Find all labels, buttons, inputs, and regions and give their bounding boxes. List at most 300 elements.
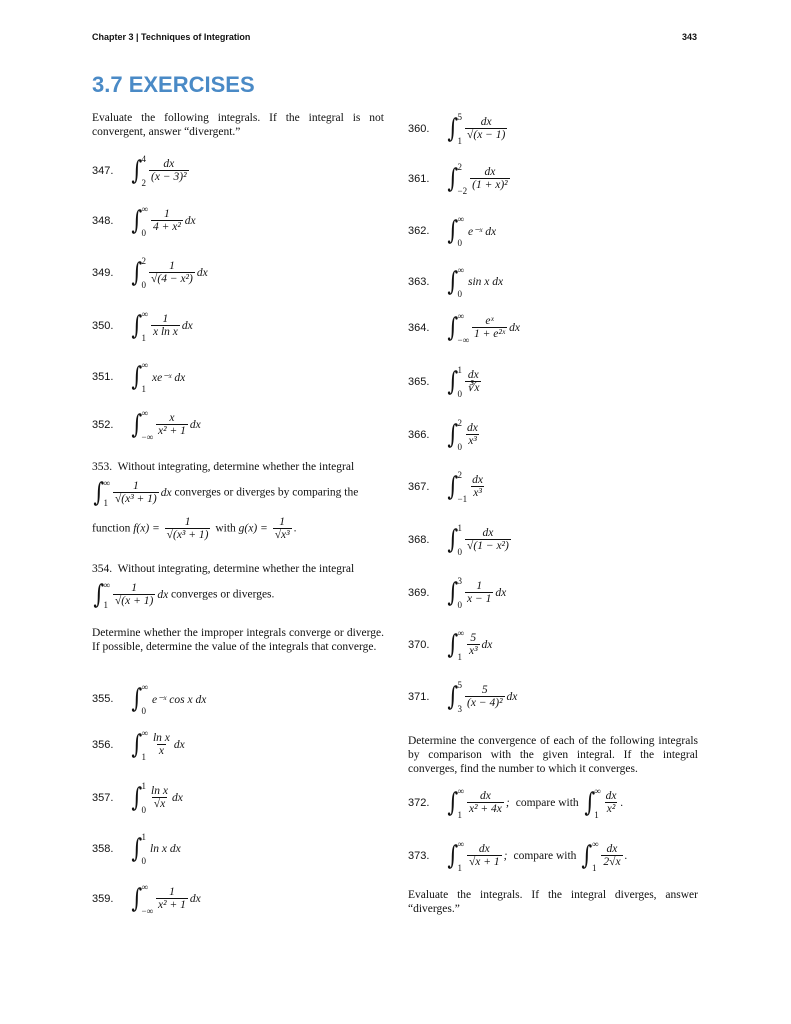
fraction	[465, 116, 507, 142]
instructions-intro: Evaluate the following integrals. If the integral is not convergent, answer “divergent.”	[92, 112, 384, 138]
exercise-357	[92, 781, 183, 815]
denominator: x ln x	[152, 326, 178, 338]
numerator: dx	[484, 166, 496, 178]
denominator: (1 + x)²	[472, 179, 508, 191]
function-g: g(x) =	[238, 522, 268, 535]
numerator: 1	[169, 886, 175, 898]
integrand: e⁻ˣ dx	[467, 226, 497, 238]
denominator: x² + 1	[158, 425, 186, 437]
exercise-text: converges or diverges by comparing the	[174, 486, 359, 499]
exercise-370	[408, 628, 492, 662]
fraction	[467, 843, 502, 869]
lower-limit: 0	[141, 805, 147, 815]
integral	[130, 408, 201, 442]
exercise-number: 359.	[92, 893, 114, 905]
exercise-text: Without integrating, determine whether the integral	[117, 461, 355, 473]
upper-limit: ∞	[457, 786, 464, 796]
numerator: 1	[162, 313, 169, 325]
lower-limit: 0	[457, 289, 463, 299]
numerator: ln x	[152, 732, 170, 744]
integrand-tail: dx	[181, 320, 193, 332]
lower-limit: 1	[103, 498, 109, 508]
integral	[446, 265, 503, 299]
integral	[446, 786, 510, 820]
lower-limit: 1	[457, 863, 463, 873]
upper-limit: 3	[457, 576, 463, 586]
upper-limit: ∞	[141, 360, 148, 370]
integrand-tail: dx	[509, 322, 520, 334]
integral-sign-icon: ∫	[131, 684, 143, 714]
exercise-number: 367.	[408, 481, 430, 493]
integral-sign-icon: ∫	[447, 630, 459, 660]
exercise-364	[408, 311, 520, 345]
exercise-351	[92, 360, 185, 394]
lower-limit: 0	[141, 280, 147, 290]
integral	[92, 578, 168, 612]
upper-limit: 2	[141, 256, 147, 266]
lower-limit: 1	[594, 810, 599, 820]
upper-limit: ∞	[141, 882, 148, 892]
limits	[142, 256, 147, 290]
integrand-tail: .	[624, 850, 628, 862]
upper-limit: ∞	[103, 478, 110, 488]
upper-limit: ∞	[103, 580, 110, 590]
integral	[92, 478, 172, 508]
fraction	[465, 527, 511, 553]
integral-sign-icon: ∫	[447, 788, 459, 818]
exercise-number: 363.	[408, 276, 430, 288]
integral-sign-icon: ∫	[131, 311, 143, 341]
exercise-372	[408, 786, 623, 820]
limits	[458, 311, 470, 345]
integrand-tail: dx	[506, 691, 518, 703]
exercise-354	[92, 562, 384, 612]
upper-limit: ∞	[591, 839, 599, 849]
upper-limit: 2	[457, 162, 463, 172]
upper-limit: 1	[141, 781, 147, 791]
integral-sign-icon: ∫	[131, 206, 143, 236]
integrand-tail: dx	[196, 267, 208, 279]
integral-sign-icon: ∫	[447, 313, 459, 343]
denominator: x − 1	[467, 593, 492, 605]
exercise-363	[408, 265, 503, 299]
limits	[458, 112, 463, 146]
fraction	[151, 313, 180, 339]
integral	[446, 418, 481, 452]
integral-sign-icon: ∫	[447, 472, 459, 502]
upper-limit: 5	[457, 680, 463, 690]
integral	[446, 214, 496, 248]
integral	[130, 309, 193, 343]
fraction	[273, 516, 292, 542]
limits	[142, 154, 147, 188]
denominator: (x − 3)²	[151, 171, 187, 183]
limits	[458, 418, 463, 452]
exercise-number: 348.	[92, 215, 114, 227]
fraction	[465, 422, 480, 448]
lower-limit: 0	[141, 856, 147, 866]
exercise-373	[408, 839, 627, 873]
integral-sign-icon: ∫	[131, 783, 143, 813]
upper-limit: 2	[457, 418, 463, 428]
function-f: f(x) =	[133, 522, 160, 535]
integral	[446, 523, 512, 557]
lower-limit: −∞	[457, 335, 470, 345]
denominator: √(x − 1)	[467, 129, 506, 141]
instructions-converge: Determine whether the improper integrals converge or diverge. If possible, determine the value of the integrals that converge.	[92, 627, 384, 653]
denominator: x² + 1	[158, 899, 186, 911]
numerator: 1	[169, 260, 175, 272]
upper-limit: 1	[141, 832, 147, 842]
exercise-number: 347.	[92, 165, 114, 177]
numerator: 1	[131, 582, 138, 594]
integral-sign-icon: ∫	[131, 258, 143, 288]
exercise-number: 372.	[408, 797, 430, 809]
exercise-number: 364.	[408, 322, 430, 334]
denominator: x	[158, 745, 164, 757]
limits	[458, 680, 463, 714]
exercise-number: 373.	[408, 850, 430, 862]
integral-sign-icon: ∫	[93, 580, 105, 610]
exercise-number: 366.	[408, 429, 430, 441]
integrand-tail: dx	[495, 587, 507, 599]
lower-limit: 1	[141, 384, 147, 394]
limits	[142, 682, 148, 716]
integral	[446, 628, 492, 662]
integral	[446, 576, 506, 610]
integrand-tail: dx	[184, 215, 196, 227]
upper-limit: 5	[457, 112, 463, 122]
numerator: 1	[184, 516, 191, 528]
fraction	[465, 369, 481, 395]
upper-limit: ∞	[141, 682, 148, 692]
exercise-349	[92, 256, 208, 290]
numerator: dx	[480, 790, 491, 802]
integral	[446, 470, 486, 504]
fraction	[465, 580, 493, 606]
denominator: 4 + x²	[152, 221, 181, 233]
fraction	[604, 790, 619, 816]
exercise-number: 358.	[92, 843, 114, 855]
exercise-number: 365.	[408, 376, 430, 388]
fraction	[113, 480, 159, 506]
integral-sign-icon: ∫	[447, 367, 459, 397]
lower-limit: −2	[457, 186, 468, 196]
integrand-tail: dx	[157, 589, 169, 601]
exercise-number: 369.	[408, 587, 430, 599]
limits	[142, 360, 148, 394]
integrand-tail: dx	[189, 419, 201, 431]
integral-sign-icon: ∫	[447, 578, 459, 608]
integral	[446, 839, 508, 873]
integral	[130, 781, 183, 815]
integrand-tail: .	[620, 797, 624, 809]
integrand-tail: dx	[160, 487, 172, 499]
numerator: dx	[478, 843, 490, 855]
exercise-text: Without integrating, determine whether the integral	[117, 563, 355, 575]
fraction	[467, 790, 504, 816]
exercise-number: 357.	[92, 792, 114, 804]
denominator: √x	[153, 798, 166, 810]
integral	[130, 832, 181, 866]
integrand-tail: dx	[171, 792, 183, 804]
limits	[458, 162, 468, 196]
integral-sign-icon: ∫	[447, 164, 459, 194]
integral	[130, 882, 201, 916]
limits	[104, 476, 110, 510]
exercise-358	[92, 832, 181, 866]
integral-sign-icon: ∫	[584, 788, 595, 818]
exercise-350	[92, 309, 193, 343]
upper-limit: ∞	[457, 214, 464, 224]
exercise-number: 350.	[92, 320, 114, 332]
lower-limit: −∞	[141, 906, 154, 916]
period: .	[293, 522, 297, 535]
limits	[104, 578, 110, 612]
lower-limit: 3	[457, 704, 463, 714]
exercise-number: 349.	[92, 267, 114, 279]
integrand: sin x dx	[467, 276, 504, 288]
integral-sign-icon: ∫	[131, 156, 143, 186]
lower-limit: −∞	[141, 432, 154, 442]
exercise-359	[92, 882, 201, 916]
denominator: x³	[468, 645, 478, 657]
compare-text: compare with	[513, 850, 577, 862]
upper-limit: ∞	[141, 309, 148, 319]
integral	[130, 204, 196, 238]
integral-sign-icon: ∫	[131, 834, 143, 864]
denominator: √(x³ + 1)	[114, 493, 157, 505]
integral-sign-icon: ∫	[131, 884, 143, 914]
upper-limit: 4	[141, 154, 147, 164]
exercise-355	[92, 682, 206, 716]
limits	[458, 628, 464, 662]
upper-limit: ∞	[141, 408, 148, 418]
page-number: 343	[681, 32, 697, 42]
denominator: 2√x	[603, 856, 621, 868]
upper-limit: ∞	[141, 728, 148, 738]
integrand-tail: dx	[189, 893, 201, 905]
denominator: √(1 − x²)	[467, 540, 509, 552]
lower-limit: 0	[457, 442, 463, 452]
fraction	[151, 732, 172, 758]
exercise-367	[408, 470, 486, 504]
lower-limit: 0	[457, 389, 463, 399]
integral	[130, 728, 185, 762]
exercise-number: 360.	[408, 123, 430, 135]
exercise-number: 362.	[408, 225, 430, 237]
lower-limit: 1	[591, 863, 597, 873]
exercise-number: 356.	[92, 739, 114, 751]
integral-sign-icon: ∫	[131, 362, 143, 392]
exercise-368	[408, 523, 512, 557]
integrand: ln x dx	[150, 843, 181, 855]
exercise-366	[408, 418, 481, 452]
lower-limit: −1	[457, 494, 468, 504]
denominator: x³	[468, 435, 477, 447]
numerator: 1	[476, 580, 483, 592]
limits	[458, 786, 464, 820]
instructions-evaluate: Evaluate the integrals. If the integral diverges, answer “diverges.”	[408, 889, 698, 915]
limits	[142, 781, 147, 815]
lower-limit: 0	[141, 706, 147, 716]
instructions-comparison: Determine the convergence of each of the following integrals by comparison with the given integral. If the integral converges, find the number to which it converges.	[408, 735, 698, 775]
integral-sign-icon: ∫	[131, 410, 143, 440]
fraction	[601, 843, 622, 869]
lower-limit: 0	[457, 238, 463, 248]
exercise-number: 352.	[92, 419, 114, 431]
numerator: 1	[132, 480, 139, 492]
limits	[458, 576, 463, 610]
integral	[446, 162, 511, 196]
exercise-352	[92, 408, 201, 442]
integral-sign-icon: ∫	[581, 841, 593, 871]
limits	[458, 523, 463, 557]
fraction	[149, 260, 195, 286]
integral-sign-icon: ∫	[447, 114, 459, 144]
fraction	[465, 684, 504, 710]
section-title: 3.7 EXERCISES	[92, 72, 255, 97]
integral	[92, 580, 169, 610]
numerator: x	[169, 412, 175, 424]
fraction	[467, 632, 480, 658]
integral	[446, 311, 520, 345]
limits	[458, 214, 464, 248]
fraction	[149, 158, 188, 184]
integral-sign-icon: ∫	[447, 267, 459, 297]
limits	[142, 309, 148, 343]
numerator: ln x	[151, 785, 168, 797]
numerator: dx	[163, 158, 175, 170]
lower-limit: 0	[457, 547, 463, 557]
integral	[446, 365, 482, 399]
compare-text: compare with	[515, 797, 579, 809]
numerator: 5	[470, 632, 477, 644]
denominator: √x³	[274, 529, 290, 541]
limits	[142, 882, 154, 916]
lower-limit: 1	[103, 600, 109, 610]
limits	[142, 204, 148, 238]
fraction	[156, 412, 188, 438]
upper-limit: 1	[457, 365, 463, 375]
upper-limit: ∞	[141, 204, 148, 214]
numerator: dx	[606, 843, 618, 855]
exercise-360	[408, 112, 508, 146]
integral-sign-icon: ∫	[447, 841, 459, 871]
integral-sign-icon: ∫	[93, 478, 105, 508]
exercise-347	[92, 154, 190, 188]
denominator: √(x³ + 1)	[166, 529, 209, 541]
exercise-number: 354.	[92, 563, 113, 575]
limits	[142, 408, 154, 442]
fraction	[149, 785, 170, 811]
exercise-369	[408, 576, 506, 610]
limits	[458, 265, 464, 299]
limits	[458, 365, 463, 399]
integral	[130, 682, 206, 716]
denominator: 1 + e²ˣ	[474, 328, 506, 340]
exercise-365	[408, 365, 482, 399]
upper-limit: 1	[457, 523, 463, 533]
denominator: √(4 − x²)	[151, 273, 193, 285]
limits	[458, 470, 468, 504]
numerator: eˣ	[485, 315, 494, 327]
fraction	[470, 474, 485, 500]
denominator: x³	[473, 487, 482, 499]
integrand-tail: dx	[481, 639, 493, 651]
lower-limit: 1	[457, 136, 463, 146]
integral	[130, 360, 185, 394]
exercise-text: with	[215, 522, 236, 535]
fraction	[472, 315, 507, 341]
integral	[446, 112, 508, 146]
upper-limit: 2	[457, 470, 463, 480]
denominator: x² + 4x	[468, 803, 502, 815]
lower-limit: 1	[457, 810, 463, 820]
exercise-number: 368.	[408, 534, 430, 546]
lower-limit: 1	[141, 752, 147, 762]
denominator: (x − 4)²	[467, 697, 503, 709]
limits	[458, 839, 464, 873]
upper-limit: ∞	[457, 265, 464, 275]
fraction	[151, 208, 183, 234]
chapter-header: Chapter 3 | Techniques of Integration	[92, 32, 251, 42]
exercise-361	[408, 162, 511, 196]
denominator: x²	[606, 803, 616, 815]
integral-sign-icon: ∫	[447, 525, 459, 555]
upper-limit: ∞	[457, 839, 464, 849]
exercise-text: converges or diverges.	[171, 588, 275, 601]
integral	[580, 839, 627, 873]
fraction	[165, 516, 211, 542]
numerator: 1	[164, 208, 170, 220]
exercise-number: 351.	[92, 371, 114, 383]
denominator: √(x + 1)	[114, 595, 154, 607]
denominator: ∛x	[467, 382, 480, 394]
numerator: dx	[480, 116, 492, 128]
integral	[583, 786, 624, 820]
numerator: 1	[279, 516, 286, 528]
numerator: dx	[467, 422, 478, 434]
integral-sign-icon: ∫	[131, 730, 143, 760]
exercise-number: 371.	[408, 691, 430, 703]
lower-limit: 2	[141, 178, 147, 188]
exercise-number: 353.	[92, 461, 113, 473]
upper-limit: ∞	[594, 786, 601, 796]
denominator: √x + 1	[468, 856, 500, 868]
integral	[130, 154, 190, 188]
integral	[92, 476, 172, 510]
exercise-362	[408, 214, 496, 248]
lower-limit: 1	[141, 333, 147, 343]
fraction	[470, 166, 509, 192]
exercise-text: function	[92, 522, 131, 535]
integral-sign-icon: ∫	[447, 682, 459, 712]
exercise-number: 361.	[408, 173, 430, 185]
exercise-356	[92, 728, 185, 762]
fraction	[156, 886, 188, 912]
integrand-tail: dx	[173, 739, 185, 751]
lower-limit: 0	[457, 600, 463, 610]
exercise-348	[92, 204, 196, 238]
numerator: dx	[467, 369, 479, 381]
integral	[130, 256, 208, 290]
integrand-tail: ;	[505, 797, 510, 809]
fraction	[113, 582, 155, 608]
integral-sign-icon: ∫	[447, 420, 459, 450]
integrand: e⁻ˣ cos x dx	[151, 694, 207, 706]
integral	[446, 680, 517, 714]
